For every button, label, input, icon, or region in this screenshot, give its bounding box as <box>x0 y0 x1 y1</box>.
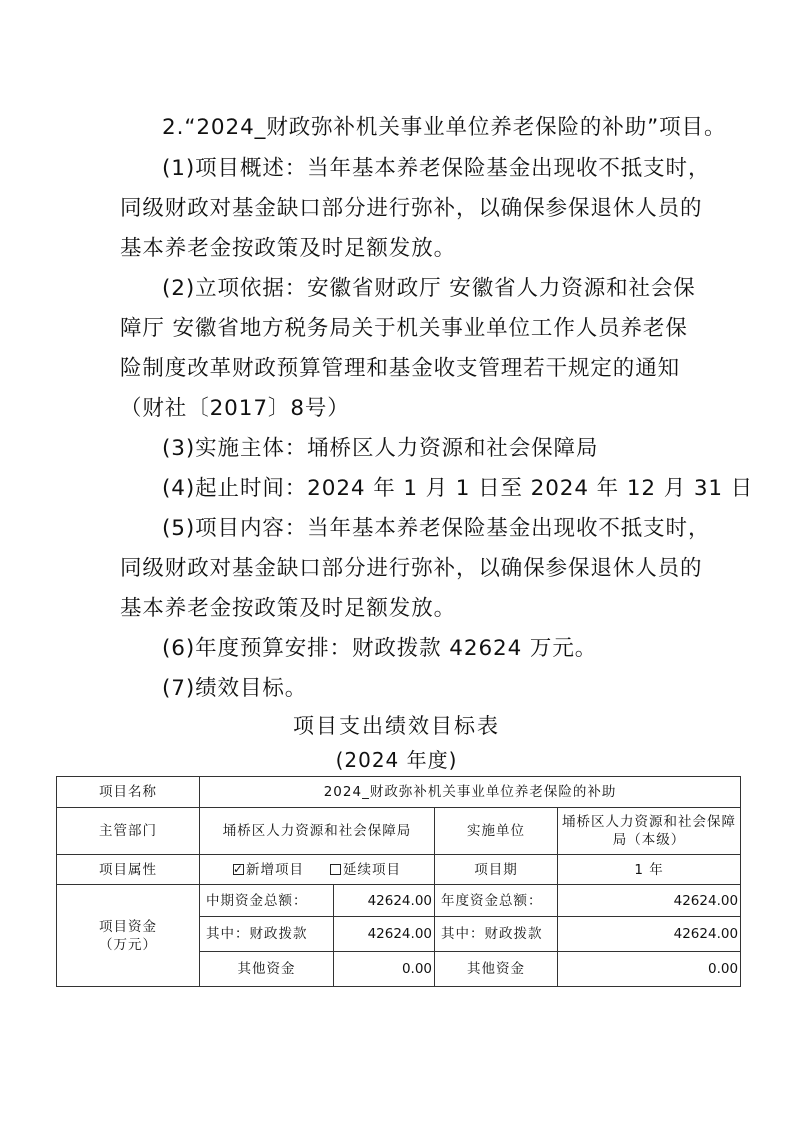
dept-label: 主管部门 <box>57 808 200 855</box>
paragraph-line: (1)项目概述：当年基本养老保险基金出现收不抵支时， <box>162 156 711 181</box>
paragraph-line: （财社〔2017〕8号） <box>120 396 350 421</box>
table-row <box>57 855 741 885</box>
paragraph-line: 同级财政对基金缺口部分进行弥补，以确保参保退休人员的 <box>120 556 703 581</box>
paragraph-line: (7)绩效目标。 <box>162 676 308 701</box>
attr-label: 项目属性 <box>57 855 200 885</box>
checkbox-new[interactable] <box>233 864 244 875</box>
paragraph-line: (6)年度预算安排：财政拨款 42624 万元。 <box>162 636 598 661</box>
paragraph-line: 基本养老金按政策及时足额发放。 <box>120 596 457 621</box>
funds-label: 项目资金 <box>99 918 157 935</box>
paragraph-line: (2)立项依据：安徽省财政厅 安徽省人力资源和社会保 <box>162 276 696 301</box>
impl-label: 实施单位 <box>435 808 558 855</box>
checkbox-continued[interactable] <box>330 864 341 875</box>
period-value: 1 年 <box>558 855 741 885</box>
dept-value: 埇桥区人力资源和社会保障局 <box>200 808 435 855</box>
funds-unit: （万元） <box>99 936 157 953</box>
mid-total-value: 42624.00 <box>334 885 435 917</box>
funds-label-cell <box>57 885 200 987</box>
impl-value: 埇桥区人力资源和社会保障局（本级） <box>558 808 741 855</box>
paragraph-heading: 2.“2024_财政弥补机关事业单位养老保险的补助”项目。 <box>162 115 727 140</box>
period-label: 项目期 <box>435 855 558 885</box>
mid-total-label: 中期资金总额： <box>200 885 334 917</box>
year-fiscal-label: 其中：财政拨款 <box>435 917 558 952</box>
mid-other-value: 0.00 <box>334 952 435 987</box>
year-other-value: 0.00 <box>558 952 741 987</box>
performance-target-table <box>56 776 741 987</box>
paragraph-line: 同级财政对基金缺口部分进行弥补，以确保参保退休人员的 <box>120 196 703 221</box>
table-row <box>57 885 741 917</box>
year-other-label: 其他资金 <box>435 952 558 987</box>
attr-options <box>200 855 435 885</box>
paragraph-line: 险制度改革财政预算管理和基金收支管理若干规定的通知 <box>120 356 681 381</box>
table-row <box>57 777 741 808</box>
table-title: 项目支出绩效目标表 <box>293 714 500 738</box>
attr-new-label: 新增项目 <box>246 861 304 878</box>
year-total-value: 42624.00 <box>558 885 741 917</box>
table-row <box>57 808 741 855</box>
project-name-value: 2024_财政弥补机关事业单位养老保险的补助 <box>200 777 741 808</box>
project-name-label: 项目名称 <box>57 777 200 808</box>
mid-other-label: 其他资金 <box>200 952 334 987</box>
year-fiscal-value: 42624.00 <box>558 917 741 952</box>
paragraph-line: (4)起止时间：2024 年 1 月 1 日至 2024 年 12 月 31 日 <box>162 476 754 501</box>
mid-fiscal-label: 其中：财政拨款 <box>200 917 334 952</box>
table-subtitle: (2024 年度) <box>335 748 458 772</box>
paragraph-line: 基本养老金按政策及时足额发放。 <box>120 236 457 261</box>
attr-cont-label: 延续项目 <box>343 861 401 878</box>
mid-fiscal-value: 42624.00 <box>334 917 435 952</box>
paragraph-line: (5)项目内容：当年基本养老保险基金出现收不抵支时， <box>162 516 711 541</box>
paragraph-line: 障厅 安徽省地方税务局关于机关事业单位工作人员养老保 <box>120 316 688 341</box>
paragraph-line: (3)实施主体：埇桥区人力资源和社会保障局 <box>162 436 599 461</box>
year-total-label: 年度资金总额： <box>435 885 558 917</box>
